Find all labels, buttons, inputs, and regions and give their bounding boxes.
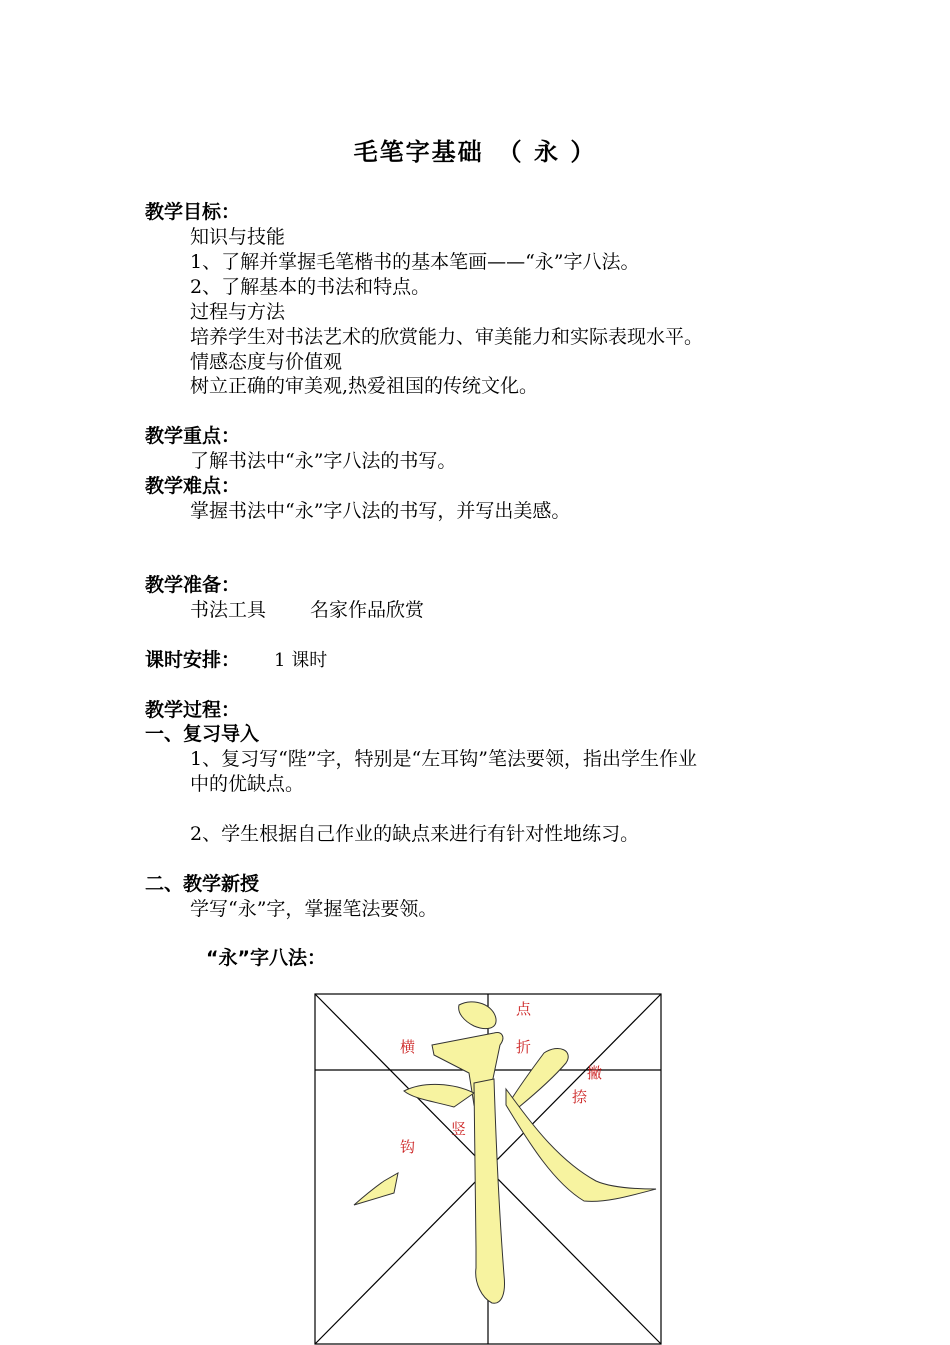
yong-character-diagram (314, 993, 663, 1345)
schedule-value: 1 课时 (274, 650, 328, 671)
objective-line: 培养学生对书法艺术的欣赏能力、审美能力和实际表现水平。 (190, 326, 704, 348)
objective-line: 1、了解并掌握毛笔楷书的基本笔画——“永”字八法。 (190, 251, 640, 273)
preparation-item: 名家作品欣赏 (310, 599, 425, 621)
label-heng: 横 (400, 1038, 416, 1056)
label-zhe: 折 (516, 1038, 532, 1056)
objective-line: 2、了解基本的书法和特点。 (190, 276, 431, 298)
label-shu: 竖 (451, 1120, 467, 1138)
objective-line: 过程与方法 (190, 301, 286, 323)
section2-line: 学写“永”字，掌握笔法要领。 (190, 898, 438, 920)
objectives-heading: 教学目标： (145, 201, 241, 223)
stroke-ti (404, 1084, 474, 1107)
difficulty-text: 掌握书法中“永”字八法的书写，并写出美感。 (190, 500, 571, 522)
eight-principles-heading: “永”字八法： (206, 947, 326, 969)
label-gou: 钩 (400, 1138, 416, 1156)
objective-line: 知识与技能 (190, 226, 286, 248)
stroke-pie-right (509, 1048, 568, 1107)
key-point-heading: 教学重点： (145, 425, 241, 447)
preparation-heading: 教学准备： (145, 574, 241, 596)
process-heading: 教学过程： (145, 699, 241, 721)
label-pie: 撇 (587, 1064, 603, 1082)
schedule-heading: 课时安排： (145, 649, 241, 671)
section1-line: 1、复习写“陛”字，特别是“左耳钩”笔法要领，指出学生作业 (190, 748, 697, 770)
section2-heading: 二、教学新授 (145, 873, 260, 895)
objective-line: 树立正确的审美观,热爱祖国的传统文化。 (190, 375, 539, 397)
stroke-dian (459, 1002, 496, 1029)
objective-line: 情感态度与价值观 (190, 351, 343, 373)
stroke-pie-left (354, 1173, 398, 1205)
label-dian: 点 (516, 1000, 532, 1018)
preparation-item: 书法工具 (190, 599, 267, 621)
label-lve: 捺 (572, 1088, 588, 1106)
preparation-items (190, 598, 424, 622)
difficulty-heading: 教学难点： (145, 475, 241, 497)
stroke-shu-gou (474, 1079, 505, 1303)
section1-line: 2、学生根据自己作业的缺点来进行有针对性地练习。 (190, 823, 640, 845)
section1-line: 中的优缺点。 (190, 773, 305, 795)
section1-heading: 一、复习导入 (145, 723, 260, 745)
page-title: 毛笔字基础 （ 永 ） (353, 138, 597, 166)
stroke-labels (400, 1000, 602, 1156)
key-point-text: 了解书法中“永”字八法的书写。 (190, 450, 457, 472)
schedule-row (145, 648, 327, 673)
